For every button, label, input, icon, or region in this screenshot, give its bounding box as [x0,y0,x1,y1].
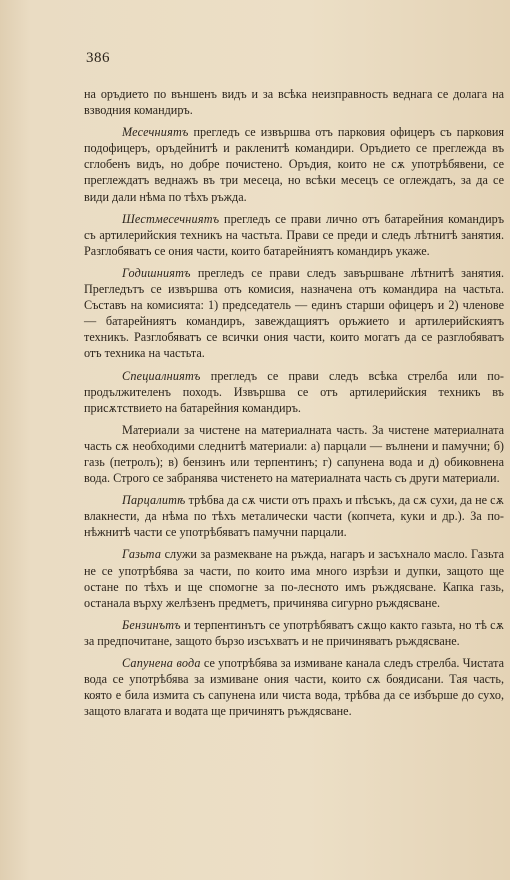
paragraph-text: и терпентинътъ се употрѣбяватъ сѫщо както газьта, но тѣ сѫ за предпочитане, защото бързо изсъхватъ и не причиняватъ ръждясване. [84,617,504,648]
paragraph-lead: Годишниятъ [122,265,191,280]
paragraph-text: прегледъ се извършва отъ парковия офицеръ съ парковия подофицеръ, оръдейнитѣ и ракленитѣ командири. Оръдието се преглежда въ сглобенъ видъ, но добре почистено. Оръдия, които не сѫ употрѣбявени, се преглеждатъ веднажъ въ три месеца, но всѣки месецъ се оглеждатъ, за да се види дали нѣма по тѣхъ ръжда. [84,125,504,204]
paragraph [84,265,504,362]
paragraph-text: се употрѣбява за измиване канала следъ стрелба. Чистата вода се употрѣбява за измиване ония части, които сѫ боядисани. Тая часть, която е била измита съ сапунена или чиста вода, трѣбва да се избърше до сухо, защото влагата и водата ще причинятъ ръждясване. [84,656,504,719]
paragraph-lead: Парцалитѣ [122,493,186,508]
paragraph [84,655,504,719]
paragraph [84,546,504,610]
paragraph-lead: Месечниятъ [122,125,189,140]
paragraph-text: прегледъ се прави следъ завършване лѣтнитѣ занятия. Прегледътъ се извършва отъ комисия, назначена отъ командира на частьта. Съставъ на комисията: 1) председатель — единъ старши офицеръ и 2) членове — батарейниятъ командиръ, завеждащиятъ оръжието и артилерийскиятъ техникъ. Разглобяватъ се всички ония части, които могатъ да се разглобяватъ отъ техника на частьта. [84,265,504,361]
paragraph-text: прегледъ се прави лично отъ батарейния командиръ съ артилерийския техникъ на частьта. Прави се преди и следъ лѣтнитѣ занятия. Разглобяватъ се ония части, които батарейниятъ командиръ укаже. [84,211,504,258]
paragraph-lead: Сапунена вода [122,656,201,670]
paragraph [84,368,504,416]
paragraph [84,492,504,540]
paragraph-text: трѣбва да сѫ чисти отъ прахъ и пѣсъкъ, да сѫ сухи, да не сѫ влакнести, да нѣма по тѣхъ металически части (копчета, куки и др.). За по-нѣжнитѣ части се употрѣбяватъ памучни парцали. [84,493,504,540]
paragraph [84,617,504,649]
page-number: 386 [86,50,110,66]
paragraph-lead: Специалниятъ [122,368,201,383]
body-text [84,86,504,725]
paragraph-lead: Газьта [122,547,162,562]
paragraph-lead: Бензинътъ [122,617,181,632]
paragraph [84,124,504,204]
paragraph-lead: Шестмесечниятъ [122,211,220,226]
paragraph-text: служи за размекване на ръжда, нагаръ и засъхнало масло. Газьта не се употрѣбява за части, по които има много изрѣзи и дупки, защото ще остане по тѣхъ и ще спомогне за по-лесното имъ ръждясване. Капка газь, останала върху желѣзенъ предметъ, причинява сигурно ръждясване. [84,547,504,610]
paragraph [84,211,504,259]
paragraph-text: Материали за чистене на материалната часть. За чистене материалната часть сѫ необходими следнитѣ материали: а) парцали — вълнени и памучни; б) газь (петролъ); в) бензинъ или терпентинъ; г) сапунена вода и д) обиковнена вода. Строго се забранява чистенето на материалната часть съ други материали. [84,422,504,486]
paragraph [84,86,504,118]
paragraph [84,422,504,486]
paragraph-text: на оръдието по външенъ видъ и за всѣка неизправность веднага се долага на взводния командиръ. [84,87,504,118]
paragraph-text: прегледъ се прави следъ всѣка стрелба или по-продължителенъ походъ. Извършва се отъ артилерийския техникъ въ присѫтствието на батарейния командиръ. [84,368,504,415]
